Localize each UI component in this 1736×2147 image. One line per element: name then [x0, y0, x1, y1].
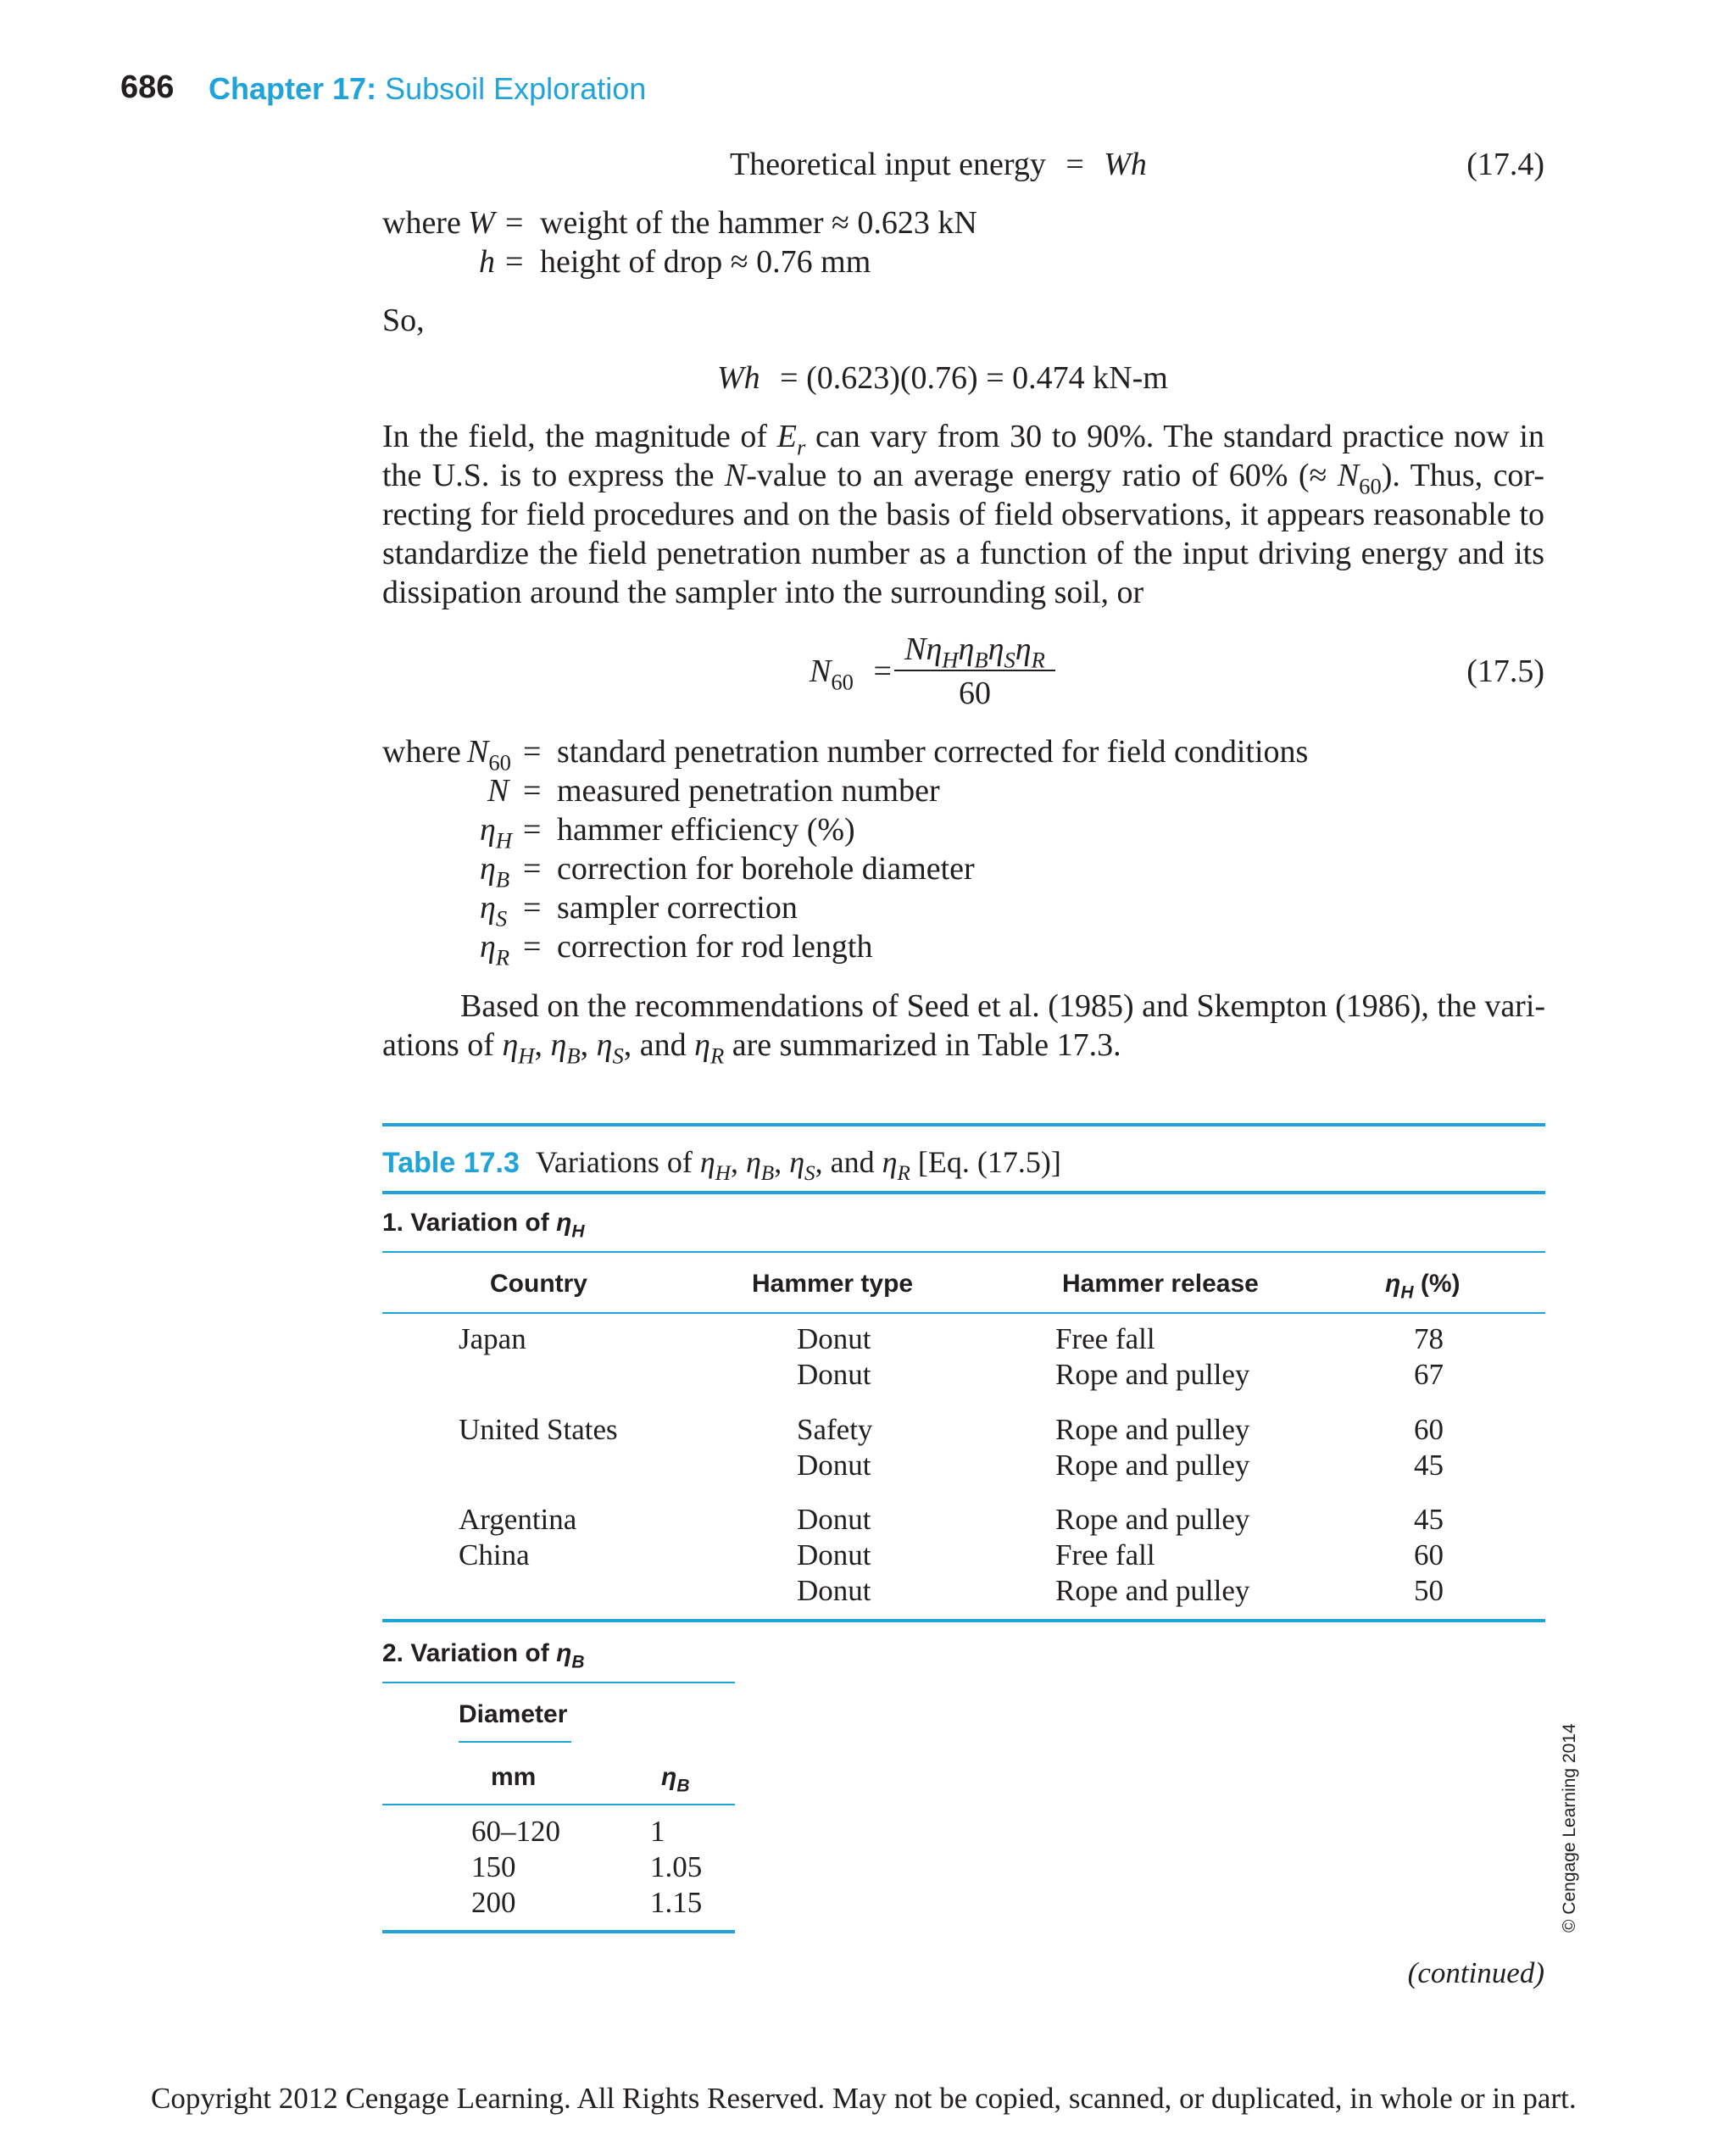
definition-row: [382, 242, 1230, 281]
definition-equals: =: [505, 244, 524, 280]
paragraph-line: ations of $\eta_H$, $\eta_B$, $\eta_S$, and $\eta_R$ are summarized in Table 17.3.: [382, 1027, 1121, 1069]
column-header-hammer-type: Hammer type: [752, 1270, 914, 1298]
cell-hammer-type: Donut: [797, 1574, 871, 1607]
table-caption-rule: [382, 1191, 1545, 1194]
cell-country: China: [459, 1538, 530, 1571]
definition-equals: =: [505, 205, 524, 241]
cell-hammer-release: Free fall: [1055, 1322, 1155, 1355]
section-title-eta-b: 2. Variation of $\eta_B$: [382, 1639, 585, 1672]
cell-eta-b: 1: [650, 1815, 665, 1848]
cell-eta-h: 78: [1414, 1322, 1444, 1355]
image-credit: © Cengage Learning 2014: [1560, 1723, 1579, 1933]
cell-hammer-release: Rope and pulley: [1055, 1413, 1250, 1446]
definition-prefix: where: [382, 734, 461, 770]
section-title-eta-h: 1. Variation of $\eta_H$: [382, 1209, 585, 1242]
cell-diameter-mm: 200: [471, 1886, 516, 1919]
cell-country: Argentina: [459, 1503, 577, 1536]
equation-lhs: Wh: [717, 360, 760, 396]
cell-eta-h: 45: [1414, 1503, 1444, 1536]
table-caption-text: Variations of: [535, 1145, 700, 1179]
equation-lhs: N: [810, 654, 832, 689]
cell-hammer-type: Donut: [797, 1449, 871, 1482]
copyright-footer: Copyright 2012 Cengage Learning. All Rights Reserved. May not be copied, scanned, or duplicated, in whole or in part.: [151, 2082, 1577, 2115]
column-header-country: Country: [490, 1270, 587, 1298]
equation-number-17-5: (17.5): [1466, 654, 1544, 689]
cell-country: United States: [459, 1413, 618, 1446]
section1-bottom-rule: [382, 1619, 1545, 1622]
chapter-name: Subsoil Exploration: [385, 71, 647, 106]
column-header-hammer-release: Hammer release: [1062, 1270, 1259, 1298]
fraction-denominator: 60: [959, 676, 991, 711]
equation-17-5-fraction: [894, 631, 1055, 712]
paragraph-line: Based on the recommendations of Seed et al. (1985) and Skempton (1986), the vari-: [460, 988, 1546, 1024]
cell-eta-h: 60: [1414, 1538, 1444, 1571]
equation-rhs: = (0.623)(0.76) = 0.474 kN-m: [780, 360, 1168, 396]
definition-equals: =: [523, 851, 542, 887]
cell-hammer-type: Donut: [797, 1503, 871, 1536]
chapter-title: [209, 71, 646, 107]
definition-equals: =: [523, 812, 542, 848]
equation-lhs-sub: 60: [831, 669, 854, 695]
definition-symbol: $N_{60}$: [467, 734, 511, 776]
cell-eta-b: 1.15: [650, 1886, 703, 1919]
column-group-diameter: Diameter: [459, 1700, 568, 1728]
definition-symbol: N: [487, 773, 509, 809]
chapter-label: Chapter 17:: [209, 71, 377, 106]
equation-operator: =: [873, 654, 892, 689]
paragraph-line: standardize the field penetration number as a function of the input driving energy and its: [382, 536, 1544, 571]
cell-hammer-type: Donut: [797, 1538, 871, 1571]
continued-note: (continued): [1407, 1956, 1544, 1989]
cell-hammer-release: Rope and pulley: [1055, 1449, 1250, 1482]
definition-symbol: $\eta_B$: [480, 851, 510, 893]
definition-row: [382, 203, 1230, 242]
cell-eta-h: 60: [1414, 1413, 1444, 1446]
definition-row: [382, 849, 1399, 893]
paragraph-line: the U.S. is to express the N-value to an average energy ratio of 60% (≈ $N_{60}$). Thus, cor-: [382, 458, 1544, 499]
definition-symbol: $\eta_S$: [480, 890, 508, 932]
paragraph-line: In the field, the magnitude of $E_r$ can vary from 30 to 90%. The standard practice now in: [382, 419, 1544, 460]
definition-text: weight of the hammer ≈ 0.623 kN: [540, 205, 977, 241]
equation-rhs: Wh: [1104, 147, 1147, 182]
cell-hammer-type: Safety: [797, 1413, 873, 1446]
table-label: Table 17.3: [382, 1147, 520, 1179]
definition-symbol: W: [468, 205, 495, 241]
equation-17-5-lhs: [810, 653, 892, 695]
definition-prefix: where: [382, 205, 461, 241]
column-header-eta-b: $\eta_B$: [661, 1763, 690, 1796]
paragraph-energy: [382, 417, 1544, 612]
cell-hammer-type: Donut: [797, 1358, 871, 1391]
cell-eta-h: 50: [1414, 1574, 1444, 1607]
definition-text: measured penetration number: [557, 773, 940, 809]
table-caption-tail: [Eq. (17.5)]: [910, 1145, 1061, 1179]
definition-equals: =: [523, 929, 542, 965]
equation-wh: [717, 359, 1168, 397]
so-text: So,: [382, 303, 425, 338]
definition-text: correction for borehole diameter: [557, 851, 975, 887]
cell-diameter-mm: 60–120: [471, 1815, 560, 1848]
definition-text: standard penetration number corrected for field conditions: [557, 734, 1309, 770]
definition-text: height of drop ≈ 0.76 mm: [540, 244, 871, 280]
cell-country: Japan: [459, 1322, 526, 1355]
definition-text: hammer efficiency (%): [557, 812, 855, 848]
cell-hammer-release: Rope and pulley: [1055, 1503, 1250, 1536]
cell-hammer-release: Rope and pulley: [1055, 1358, 1250, 1391]
definition-row: [382, 888, 1399, 932]
table-caption: Table 17.3 Variations of $\eta_H$, $\eta_B$, $\eta_S$, and $\eta_R$ [Eq. (17.5)]: [382, 1145, 1061, 1185]
cell-hammer-release: Rope and pulley: [1055, 1574, 1250, 1607]
definition-row: [382, 927, 1399, 971]
cell-eta-h: 67: [1414, 1358, 1444, 1391]
column-header-mm: mm: [491, 1763, 537, 1791]
cell-diameter-mm: 150: [471, 1850, 516, 1883]
equation-number-17-4: (17.4): [1466, 147, 1544, 182]
definition-equals: =: [523, 773, 542, 809]
table-top-rule: [382, 1123, 1545, 1126]
equation-lhs: Theoretical input energy: [730, 147, 1046, 182]
equation-operator: =: [1066, 147, 1084, 182]
definition-symbol: $\eta_R$: [480, 929, 510, 971]
definition-text: correction for rod length: [557, 929, 873, 965]
definition-row: [382, 810, 1399, 854]
definition-symbol: h: [479, 244, 495, 280]
column-header-eta-h: $\eta_H$ (%): [1385, 1270, 1461, 1303]
paragraph-line: recting for field procedures and on the basis of field observations, it appears reasonable to: [382, 497, 1544, 532]
definition-row: [382, 771, 1399, 810]
group-header-rule: [459, 1741, 571, 1743]
equation-17-4: [730, 146, 1147, 183]
section1-rule: [382, 1251, 1545, 1253]
fraction-numerator: $N\eta_H\eta_B\eta_S\eta_R$: [894, 631, 1055, 671]
cell-eta-b: 1.05: [650, 1850, 703, 1883]
cell-eta-h: 45: [1414, 1449, 1444, 1482]
paragraph-summary: [382, 987, 1546, 1069]
cell-hammer-type: Donut: [797, 1322, 871, 1355]
definition-equals: =: [523, 890, 542, 926]
section2-bottom-rule: [382, 1930, 735, 1933]
section2-header-rule: [382, 1804, 735, 1805]
definition-symbol: $\eta_H$: [480, 812, 513, 854]
cell-hammer-release: Free fall: [1055, 1538, 1155, 1571]
definition-row: [382, 732, 1399, 776]
header-rule: [382, 1312, 1545, 1314]
paragraph-line: dissipation around the sampler into the surrounding soil, or: [382, 575, 1144, 610]
definition-equals: =: [523, 734, 542, 770]
section2-rule: [382, 1682, 735, 1683]
page-number: 686: [120, 70, 175, 105]
definition-text: sampler correction: [557, 890, 798, 926]
